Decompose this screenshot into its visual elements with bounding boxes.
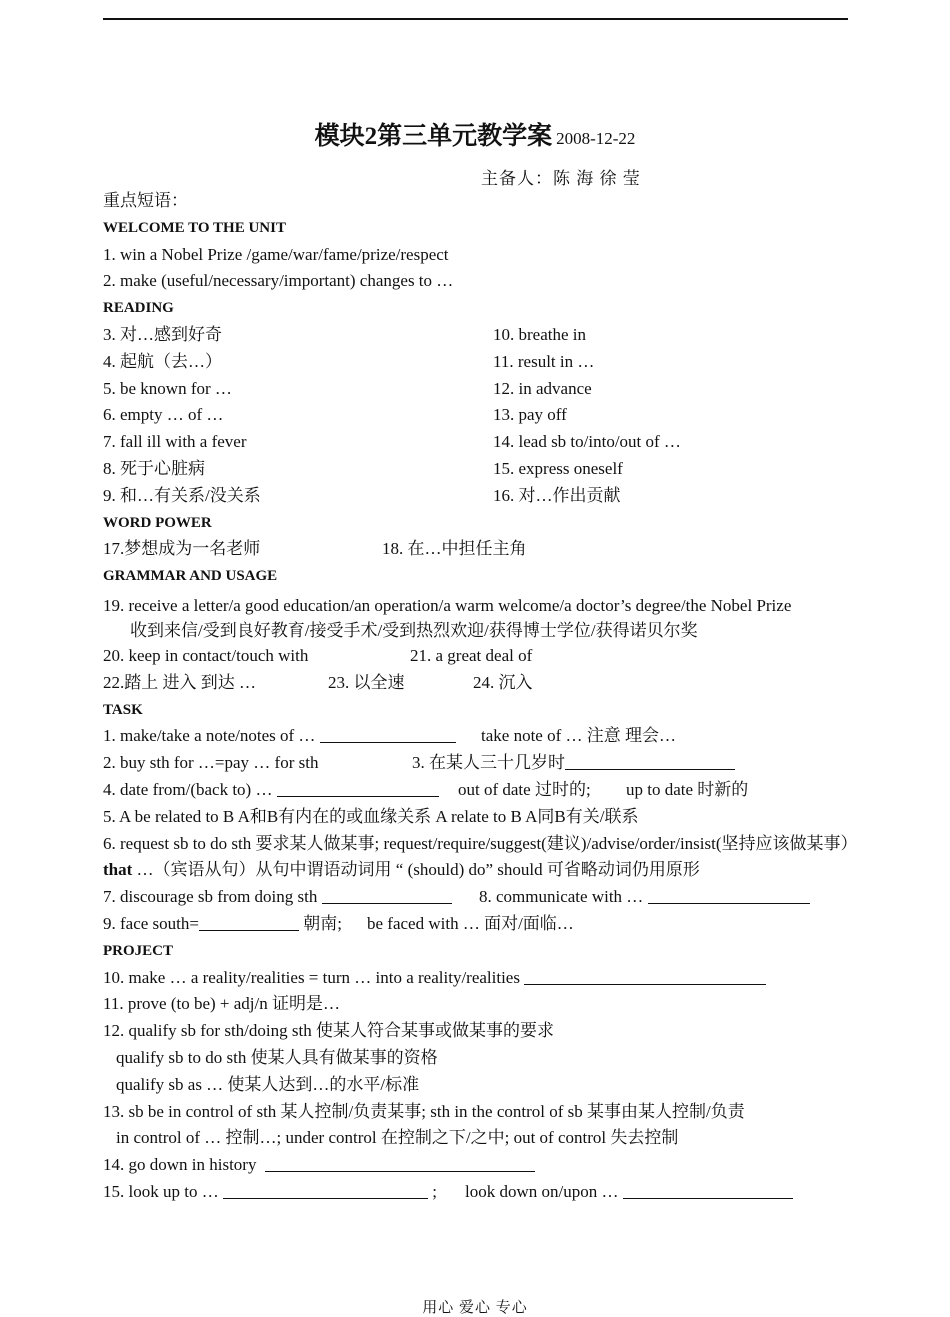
- answer-blank[interactable]: [623, 1181, 793, 1199]
- document-body: [103, 188, 858, 1206]
- list-item: [103, 831, 858, 885]
- answer-blank[interactable]: [277, 779, 439, 797]
- list-item: qualify sb as … 使某人达到…的水平/标准: [116, 1074, 420, 1094]
- separator-text: ;: [432, 1181, 437, 1201]
- list-row: [103, 349, 849, 376]
- list-row: [103, 723, 849, 750]
- list-item-text: 15. look up to …: [103, 1181, 219, 1201]
- list-item: 9. 和…有关系/没关系: [103, 485, 261, 505]
- list-row: [103, 670, 849, 697]
- section-header-welcome: WELCOME TO THE UNIT: [103, 219, 286, 236]
- list-item-text: 8. communicate with …: [479, 887, 644, 907]
- list-item: 7. discourage sb from doing sth: [103, 887, 318, 907]
- list-item: 7. fall ill with a fever: [103, 432, 247, 452]
- list-row: [103, 643, 849, 670]
- section-header-project: PROJECT: [103, 942, 174, 959]
- section-header-grammar: GRAMMAR AND USAGE: [103, 568, 278, 585]
- list-item-text: 3. 在某人三十几岁时: [412, 753, 565, 773]
- list-item: 5. be known for …: [103, 378, 232, 398]
- list-item: 2. make (useful/necessary/important) changes to …: [103, 271, 454, 291]
- list-item: 3. 对…感到好奇: [103, 324, 222, 344]
- answer-blank[interactable]: [565, 752, 735, 770]
- list-row: [103, 402, 849, 429]
- answer-blank[interactable]: [265, 1154, 535, 1172]
- list-row: [103, 322, 849, 349]
- list-item: 4. date from/(back to) …: [103, 779, 273, 799]
- list-item: 21. a great deal of: [410, 645, 533, 665]
- list-item: 12. in advance: [493, 378, 592, 398]
- list-item-chinese: 收到来信/受到良好教育/接受手术/受到热烈欢迎/获得博士学位/获得诺贝尔奖: [130, 620, 698, 640]
- list-item: in control of … 控制…; under control 在控制之下/之中; out of control 失去控制: [116, 1128, 679, 1148]
- list-item: 1. win a Nobel Prize /game/war/fame/prize/respect: [103, 244, 449, 264]
- top-rule: [103, 18, 848, 20]
- list-item: out of date 过时的;: [458, 779, 591, 799]
- list-item: 24. 沉入: [473, 672, 533, 692]
- list-item: 17.梦想成为一名老师: [103, 539, 261, 559]
- answer-blank[interactable]: [320, 725, 456, 743]
- list-item: 18. 在…中担任主角: [382, 539, 527, 559]
- list-item: 22.踏上 进入 到达 …: [103, 672, 256, 692]
- list-row: [103, 376, 849, 403]
- list-item-text: 14. go down in history: [103, 1155, 257, 1175]
- list-item: 16. 对…作出贡献: [493, 485, 621, 505]
- list-item: 5. A be related to B A和B有内在的或血缘关系 A relate to B A同B有关/联系: [103, 806, 639, 826]
- list-item: 12. qualify sb for sth/doing sth 使某人符合某事或做某事的要求: [103, 1021, 554, 1041]
- list-item: 15. express oneself: [493, 458, 623, 478]
- list-item: 9. face south=: [103, 913, 199, 933]
- list-item: 13. pay off: [493, 405, 567, 425]
- list-item-text: 6. request sb to do sth 要求某人做某事; request/require/suggest(建议)/advise/order/insist(坚持应该做某事）: [103, 833, 858, 853]
- section-header-task: TASK: [103, 701, 143, 718]
- page-footer: 用心 爱心 专心: [422, 1300, 528, 1316]
- list-item: [103, 965, 849, 992]
- answer-blank[interactable]: [648, 886, 810, 904]
- list-item-text: …（宾语从句）从句中谓语动词用 “ (should) do” should 可省略动词仍用原形: [132, 860, 700, 880]
- list-item: 23. 以全速: [328, 672, 405, 692]
- list-item: [465, 1179, 793, 1206]
- answer-blank[interactable]: [199, 913, 299, 931]
- list-item: [479, 884, 810, 911]
- answer-blank[interactable]: [322, 886, 452, 904]
- list-row: [103, 456, 849, 483]
- list-item: 4. 起航（去…）: [103, 351, 222, 371]
- list-item: 2. buy sth for …=pay … for sth: [103, 753, 319, 773]
- answer-blank[interactable]: [223, 1181, 428, 1199]
- page-title: [0, 116, 950, 152]
- list-row: [103, 1179, 849, 1206]
- list-item-text: 朝南;: [303, 913, 342, 933]
- list-row: [103, 483, 849, 510]
- title-text: 模块2第三单元教学案: [314, 123, 553, 150]
- list-item: 13. sb be in control of sth 某人控制/负责某事; sth in the control of sb 某事由某人控制/负责: [103, 1101, 745, 1121]
- list-item-english: 19. receive a letter/a good education/an operation/a warm welcome/a doctor’s degree/the Nobel Prize: [103, 595, 792, 615]
- list-item: 8. 死于心脏病: [103, 458, 205, 478]
- list-item: 10. breathe in: [493, 324, 586, 344]
- list-item-text: look down on/upon …: [465, 1181, 619, 1201]
- list-item: [412, 750, 735, 777]
- section-header-word-power: WORD POWER: [103, 514, 212, 531]
- list-item: 11. prove (to be) + adj/n 证明是…: [103, 994, 340, 1014]
- list-item: [103, 593, 849, 643]
- list-row: [103, 750, 849, 777]
- list-row: [103, 884, 849, 911]
- list-item: be faced with … 面对/面临…: [367, 913, 574, 933]
- list-item: 20. keep in contact/touch with: [103, 645, 309, 665]
- section-header-reading: READING: [103, 300, 174, 317]
- list-item: 6. empty … of …: [103, 405, 224, 425]
- list-item: 1. make/take a note/notes of …: [103, 726, 316, 746]
- title-date: 2008-12-22: [556, 129, 636, 148]
- list-item: take note of … 注意 理会…: [481, 726, 676, 746]
- list-row: [103, 429, 849, 456]
- key-phrases-label: 重点短语：: [103, 191, 188, 210]
- list-row: [103, 536, 849, 563]
- author-line: 主备人：陈 海 徐 莹: [481, 169, 641, 188]
- list-row: [103, 911, 849, 938]
- list-item: 14. lead sb to/into/out of …: [493, 432, 681, 452]
- list-item: 11. result in …: [493, 351, 595, 371]
- list-item-keyword: that: [103, 860, 133, 880]
- list-item: qualify sb to do sth 使某人具有做某事的资格: [116, 1047, 438, 1067]
- list-row: [103, 777, 849, 804]
- list-item-text: 10. make … a reality/realities = turn … into a reality/realities: [103, 967, 520, 987]
- answer-blank[interactable]: [524, 967, 766, 985]
- list-item: up to date 时新的: [626, 779, 749, 799]
- list-item: [103, 1152, 849, 1179]
